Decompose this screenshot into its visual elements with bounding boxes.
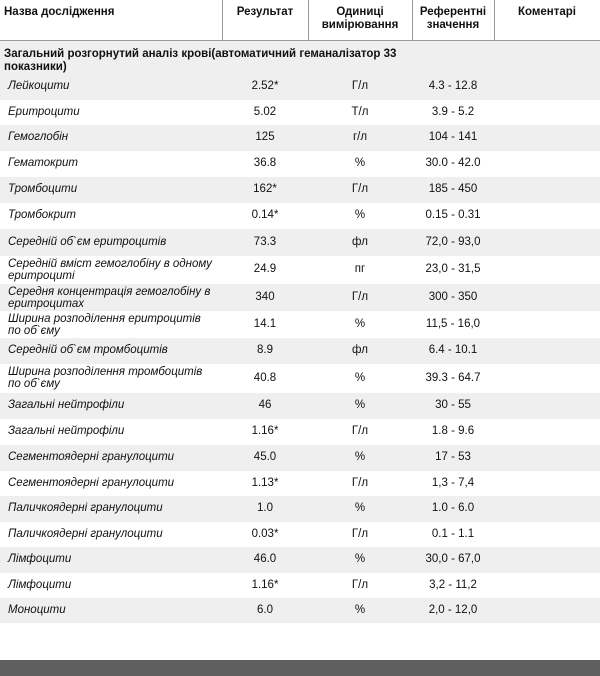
result-value: 45.0 — [253, 451, 277, 463]
table-row — [0, 547, 600, 573]
reference-range: 3,2 - 11,2 — [429, 579, 477, 591]
test-name: Середній вміст гемоглобіну в одному еритроциті — [8, 258, 212, 282]
table-row — [0, 445, 600, 471]
result-value: 0.03* — [251, 528, 279, 540]
reference-range: 72,0 - 93,0 — [425, 236, 481, 248]
test-name: Тромбокрит — [8, 209, 76, 221]
test-name: Паличкоядерні гранулоцити — [8, 502, 163, 514]
test-name: Ширина розподілення еритроцитів по об`єму — [8, 313, 201, 337]
reference-range: 0.1 - 1.1 — [431, 528, 475, 540]
column-divider — [222, 0, 223, 40]
unit-value: % — [354, 502, 366, 514]
unit-value: Г/л — [351, 425, 369, 437]
table-row — [0, 311, 600, 338]
unit-value: Г/л — [351, 579, 369, 591]
reference-range: 30,0 - 67,0 — [425, 553, 481, 565]
result-value: 1.16* — [251, 579, 279, 591]
unit-value: % — [354, 451, 366, 463]
header-result: Результат — [236, 6, 294, 18]
test-name: Лімфоцити — [8, 579, 72, 591]
reference-range: 185 - 450 — [428, 183, 478, 195]
unit-value: % — [354, 604, 366, 616]
table-row — [0, 151, 600, 177]
unit-value: % — [354, 157, 366, 169]
table-row — [0, 364, 600, 393]
comment-cell — [494, 100, 600, 106]
header-comments: Коментарі — [518, 6, 576, 18]
test-name: Гемоглобін — [8, 131, 69, 143]
unit-value: пг — [354, 263, 366, 275]
comment-cell — [494, 74, 600, 80]
table-row — [0, 177, 600, 203]
unit-value: фл — [352, 344, 368, 356]
result-rows — [0, 74, 600, 623]
table-row — [0, 284, 600, 311]
test-name: Лімфоцити — [8, 553, 72, 565]
table-row — [0, 598, 600, 623]
comment-cell — [494, 203, 600, 209]
result-value: 0.14* — [251, 209, 279, 221]
comment-cell — [494, 445, 600, 451]
unit-value: Г/л — [351, 477, 369, 489]
reference-range: 30 - 55 — [435, 399, 471, 411]
comment-cell — [494, 151, 600, 157]
unit-value: Г/л — [351, 291, 369, 303]
comment-cell — [494, 496, 600, 502]
comment-cell — [494, 311, 600, 318]
test-name: Еритроцити — [8, 106, 80, 118]
comment-cell — [494, 229, 600, 236]
result-value: 8.9 — [257, 344, 273, 356]
table-row — [0, 393, 600, 419]
comment-cell — [494, 522, 600, 528]
column-divider — [494, 0, 495, 40]
unit-value: Г/л — [351, 183, 369, 195]
test-name: Лейкоцити — [8, 80, 70, 92]
table-row — [0, 100, 600, 125]
result-value: 162* — [253, 183, 277, 195]
result-value: 46.0 — [253, 553, 277, 565]
header-units: Одиниці вимірювання — [321, 6, 399, 31]
comment-cell — [494, 471, 600, 477]
test-name: Середній об`єм тромбоцитів — [8, 344, 168, 356]
unit-value: % — [354, 318, 366, 330]
result-value: 6.0 — [257, 604, 273, 616]
test-name: Сегментоядерні гранулоцити — [8, 451, 175, 463]
unit-value: г/л — [352, 131, 368, 143]
table-row — [0, 203, 600, 229]
test-name: Загальні нейтрофіли — [8, 399, 125, 411]
reference-range: 0.15 - 0.31 — [425, 209, 481, 221]
reference-range: 30.0 - 42.0 — [425, 157, 481, 169]
comment-cell — [494, 419, 600, 425]
reference-range: 2,0 - 12,0 — [428, 604, 478, 616]
unit-value: Г/л — [351, 80, 369, 92]
result-value: 340 — [255, 291, 275, 303]
comment-cell — [494, 547, 600, 553]
comment-cell — [494, 364, 600, 372]
reference-range: 3.9 - 5.2 — [431, 106, 475, 118]
unit-value: Т/л — [351, 106, 369, 118]
unit-value: % — [354, 399, 366, 411]
section-header — [0, 41, 600, 74]
unit-value: фл — [352, 236, 368, 248]
comment-cell — [494, 284, 600, 291]
reference-range: 300 - 350 — [428, 291, 478, 303]
test-name: Тромбоцити — [8, 183, 78, 195]
result-value: 1.13* — [251, 477, 279, 489]
result-value: 36.8 — [253, 157, 277, 169]
unit-value: Г/л — [351, 528, 369, 540]
result-value: 2.52* — [251, 80, 279, 92]
header-name: Назва дослідження — [4, 6, 115, 18]
result-value: 5.02 — [253, 106, 277, 118]
result-value: 1.16* — [251, 425, 279, 437]
test-name: Середня концентрація гемоглобіну в еритроцитах — [8, 286, 211, 310]
reference-range: 4.3 - 12.8 — [428, 80, 478, 92]
reference-range: 39.3 - 64.7 — [425, 372, 481, 384]
column-divider — [412, 0, 413, 40]
reference-range: 17 - 53 — [435, 451, 471, 463]
result-value: 1.0 — [257, 502, 273, 514]
test-name: Загальні нейтрофіли — [8, 425, 125, 437]
result-value: 40.8 — [253, 372, 277, 384]
reference-range: 1.0 - 6.0 — [431, 502, 475, 514]
unit-value: % — [354, 372, 366, 384]
reference-range: 1.8 - 9.6 — [431, 425, 475, 437]
table-header — [0, 0, 600, 41]
table-row — [0, 229, 600, 256]
bottom-bar — [0, 660, 600, 676]
reference-range: 104 - 141 — [428, 131, 478, 143]
test-name: Сегментоядерні гранулоцити — [8, 477, 175, 489]
reference-range: 1,3 - 7,4 — [431, 477, 475, 489]
result-value: 14.1 — [253, 318, 277, 330]
comment-cell — [494, 573, 600, 579]
test-name: Гематокрит — [8, 157, 78, 169]
result-value: 24.9 — [253, 263, 277, 275]
comment-cell — [494, 125, 600, 131]
table-row — [0, 471, 600, 496]
test-name: Моноцити — [8, 604, 66, 616]
reference-range: 6.4 - 10.1 — [428, 344, 478, 356]
unit-value: % — [354, 209, 366, 221]
result-value: 73.3 — [253, 236, 277, 248]
reference-range: 11,5 - 16,0 — [425, 318, 481, 330]
column-divider — [308, 0, 309, 40]
table-row — [0, 256, 600, 284]
section-title: Загальний розгорнутий аналіз крові(автоматичний геманалізатор 33 показники) — [4, 48, 397, 73]
comment-cell — [494, 177, 600, 183]
table-row — [0, 573, 600, 598]
table-row — [0, 522, 600, 547]
table-row — [0, 338, 600, 364]
table-row — [0, 74, 600, 100]
reference-range: 23,0 - 31,5 — [425, 263, 481, 275]
header-reference: Референтні значення — [419, 6, 487, 31]
comment-cell — [494, 393, 600, 399]
unit-value: % — [354, 553, 366, 565]
table-row — [0, 496, 600, 522]
table-row — [0, 419, 600, 445]
result-value: 125 — [255, 131, 275, 143]
table-row — [0, 125, 600, 151]
comment-cell — [494, 598, 600, 604]
test-name: Ширина розподілення тромбоцитів по об`єму — [8, 366, 203, 390]
test-name: Середній об`єм еритроцитів — [8, 236, 167, 248]
test-name: Паличкоядерні гранулоцити — [8, 528, 163, 540]
comment-cell — [494, 338, 600, 344]
result-value: 46 — [258, 399, 272, 411]
comment-cell — [494, 256, 600, 263]
